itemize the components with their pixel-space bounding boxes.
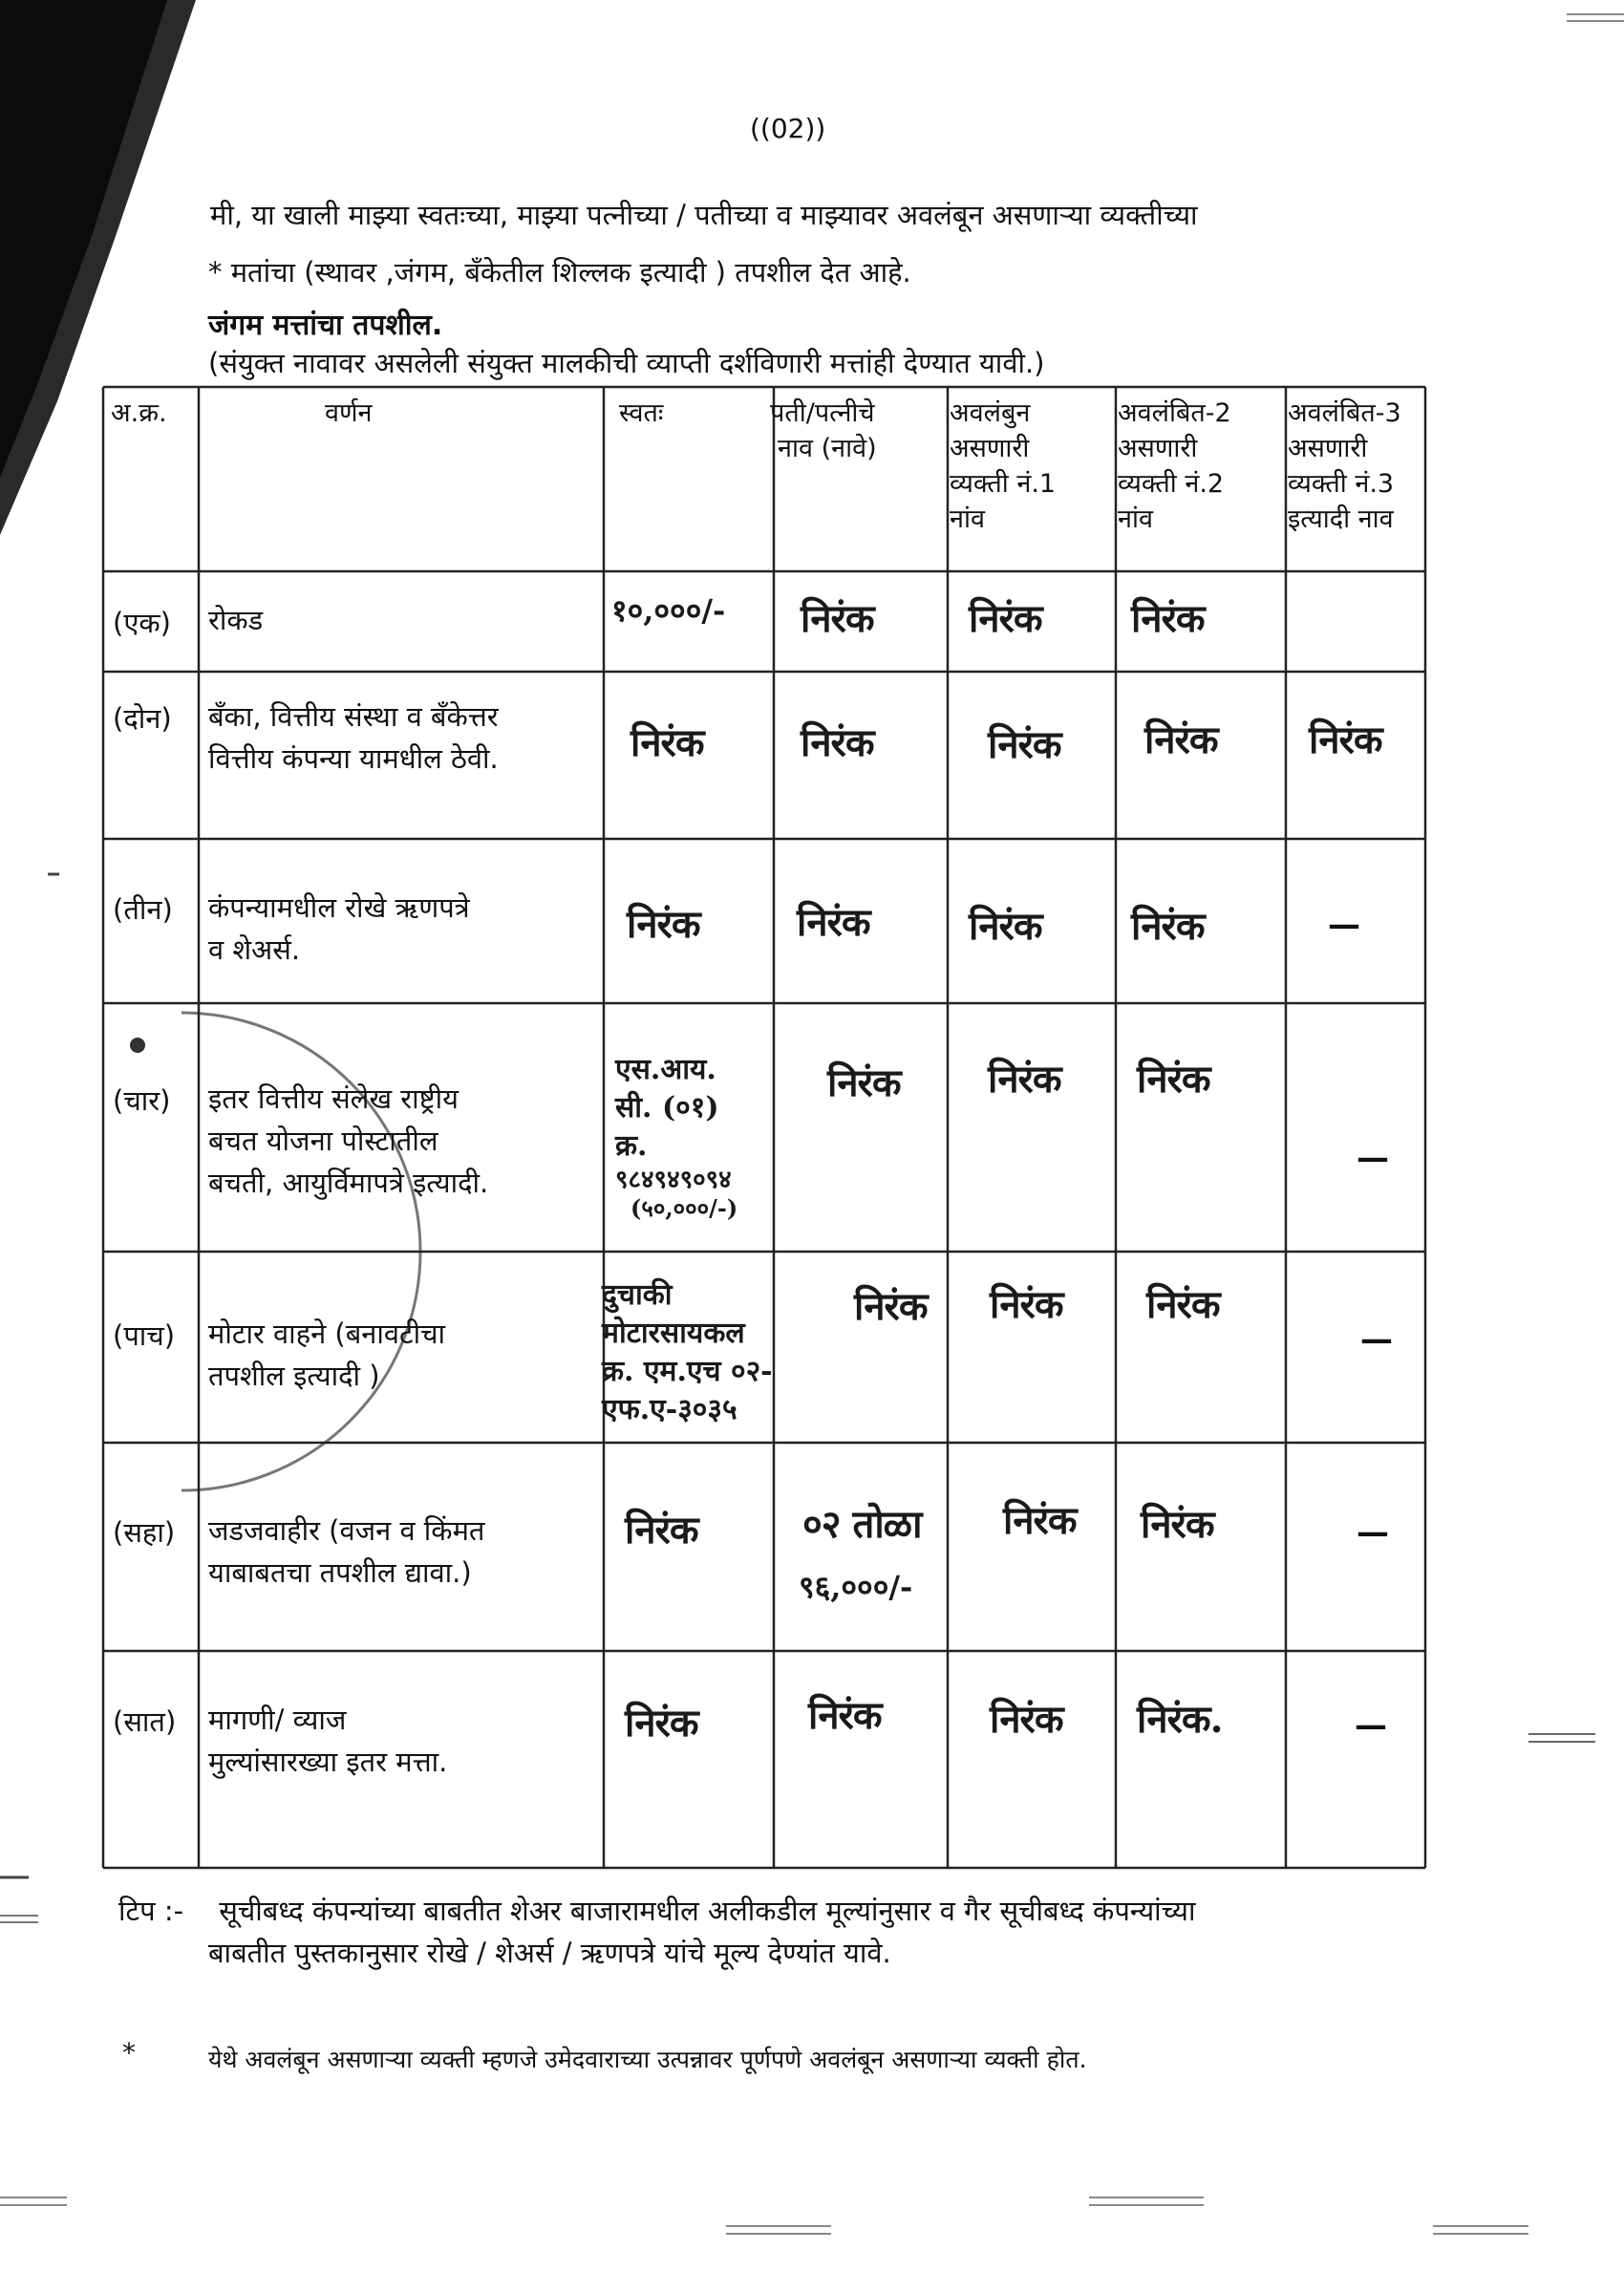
- header-dependent-2: अवलंबित-2 असणारी व्यक्ती नं.2 नांव: [1118, 398, 1231, 534]
- row-number: (सात): [113, 1705, 177, 1738]
- self-value: दुचाकी मोटारसायकल क्र. एम.एच ०२- एफ.ए-३०३५: [602, 1278, 773, 1426]
- row-description: रोकड: [208, 604, 264, 636]
- spouse-value: निरंक: [797, 900, 870, 945]
- spouse-value: निरंक: [808, 1693, 882, 1738]
- dependent-3-value: निरंक: [1309, 718, 1382, 762]
- row-description: मोटार वाहने (बनावटीचा तपशील इत्यादी ): [208, 1318, 446, 1392]
- dependent-1-value: निरंक: [988, 1057, 1061, 1102]
- dependent-2-value: निरंक.: [1137, 1697, 1223, 1742]
- row-description: कंपन्यामधील रोखे ऋणपत्रे व शेअर्स.: [208, 891, 470, 966]
- dependent-2-value: निरंक: [1144, 718, 1218, 762]
- note: [118, 1890, 1196, 1932]
- header-serial: अ.क्र.: [111, 398, 167, 428]
- row-description: इतर वित्तीय संलेख राष्ट्रीय बचत योजना पोस्टातील बचती, आयुर्विमापत्रे इत्यादी.: [208, 1082, 489, 1199]
- self-value: एस.आय. सी. (०१) क्र. ९८४९४९०९४ (५०,०००/-): [615, 1053, 738, 1222]
- dependent-3-value: —: [1328, 906, 1360, 944]
- page-number: ((02)): [750, 113, 826, 144]
- dependent-2-value: निरंक: [1131, 904, 1205, 949]
- row-number: (दोन): [113, 702, 172, 735]
- spouse-value: निरंक: [801, 596, 874, 641]
- section-title: जंगम मत्तांचा तपशील.: [208, 309, 443, 342]
- self-value: निरंक: [625, 1508, 698, 1553]
- row-number: (तीन): [113, 893, 173, 926]
- row-description: मागणी/ व्याज मुल्यांसारख्या इतर मत्ता.: [208, 1704, 448, 1778]
- dependent-1-value: निरंक: [969, 904, 1042, 949]
- header-spouse: पती/पत्नीचे नाव (नावे): [770, 398, 877, 463]
- row-description: बँका, वित्तीय संस्था व बँकेत्तर वित्तीय कंपन्या यामधील ठेवी.: [208, 700, 499, 775]
- dependent-2-value: निरंक: [1141, 1502, 1214, 1547]
- dependent-1-value: निरंक: [990, 1697, 1063, 1742]
- self-value: निरंक: [625, 1701, 698, 1746]
- header-self: स्वतः: [619, 398, 664, 428]
- header-dependent-1: अवलंबुन असणारी व्यक्ती नं.1 नांव: [950, 398, 1057, 534]
- self-value: निरंक: [627, 902, 700, 947]
- row-description: जडजवाहीर (वजन व किंमत याबाबतचा तपशील द्यावा.): [208, 1514, 485, 1589]
- header-description: वर्णन: [325, 398, 373, 428]
- dependent-1-value: निरंक: [969, 596, 1042, 641]
- self-value: निरंक: [630, 720, 704, 765]
- note-line-2: बाबतीत पुस्तकानुसार रोखे / शेअर्स / ऋणपत्रे यांचे मूल्य देण्यांत यावे.: [208, 1937, 891, 1969]
- dependent-1-value: निरंक: [990, 1282, 1063, 1327]
- row-number: (चार): [113, 1084, 171, 1117]
- row-number: (एक): [113, 607, 171, 639]
- row-number: (सहा): [113, 1516, 176, 1549]
- footnote: येथे अवलंबून असणाऱ्या व्यक्ती म्हणजे उमेदवाराच्या उत्पन्नावर पूर्णपणे अवलंबून असणाऱ्या व्यक्ती होत.: [208, 2046, 1087, 2073]
- spouse-value: निरंक: [801, 720, 874, 765]
- dependent-3-value: —: [1357, 1513, 1389, 1552]
- dependent-2-value: निरंक: [1137, 1057, 1210, 1102]
- row-number: (पाच): [113, 1319, 176, 1352]
- dependent-3-value: —: [1357, 1139, 1389, 1177]
- header-dependent-3: अवलंबित-3 असणारी व्यक्ती नं.3 इत्यादी नाव: [1288, 398, 1401, 534]
- spouse-value: निरंक: [854, 1284, 928, 1329]
- self-value: १०,०००/-: [611, 592, 726, 629]
- dependent-3-value: —: [1355, 1706, 1387, 1745]
- dependent-2-value: निरंक: [1146, 1282, 1220, 1327]
- footnote-star: *: [122, 2037, 136, 2068]
- dependent-3-value: —: [1360, 1320, 1393, 1359]
- intro-line-1: मी, या खाली माझ्या स्वतःच्या, माझ्या पत्नीच्या / पतीच्या व माझ्यावर अवलंबून असणाऱ्या व्यक्तीच्या: [210, 199, 1198, 231]
- note-line-1: सूचीबध्द कंपन्यांच्या बाबतीत शेअर बाजारामधील अलीकडील मूल्यांनुसार व गैर सूचीबध्द कंपन्यांच्या: [219, 1895, 1196, 1927]
- spouse-value: निरंक: [827, 1061, 901, 1105]
- intro-line-2: * मतांचा (स्थावर ,जंगम, बँकेतील शिल्लक इत्यादी ) तपशील देत आहे.: [208, 256, 911, 289]
- note-label: टिप :-: [118, 1895, 184, 1927]
- section-note: (संयुक्त नावावर असलेली संयुक्त मालकीची व्याप्ती दर्शविणारी मत्तांही देण्यात यावी.): [208, 347, 1045, 379]
- dependent-1-value: निरंक: [1003, 1498, 1077, 1543]
- dependent-1-value: निरंक: [988, 722, 1061, 767]
- spouse-jewellery-value: ९६,०००/-: [799, 1569, 913, 1605]
- dependent-2-value: निरंक: [1131, 596, 1205, 641]
- spouse-value: ०२ तोळा: [802, 1502, 922, 1547]
